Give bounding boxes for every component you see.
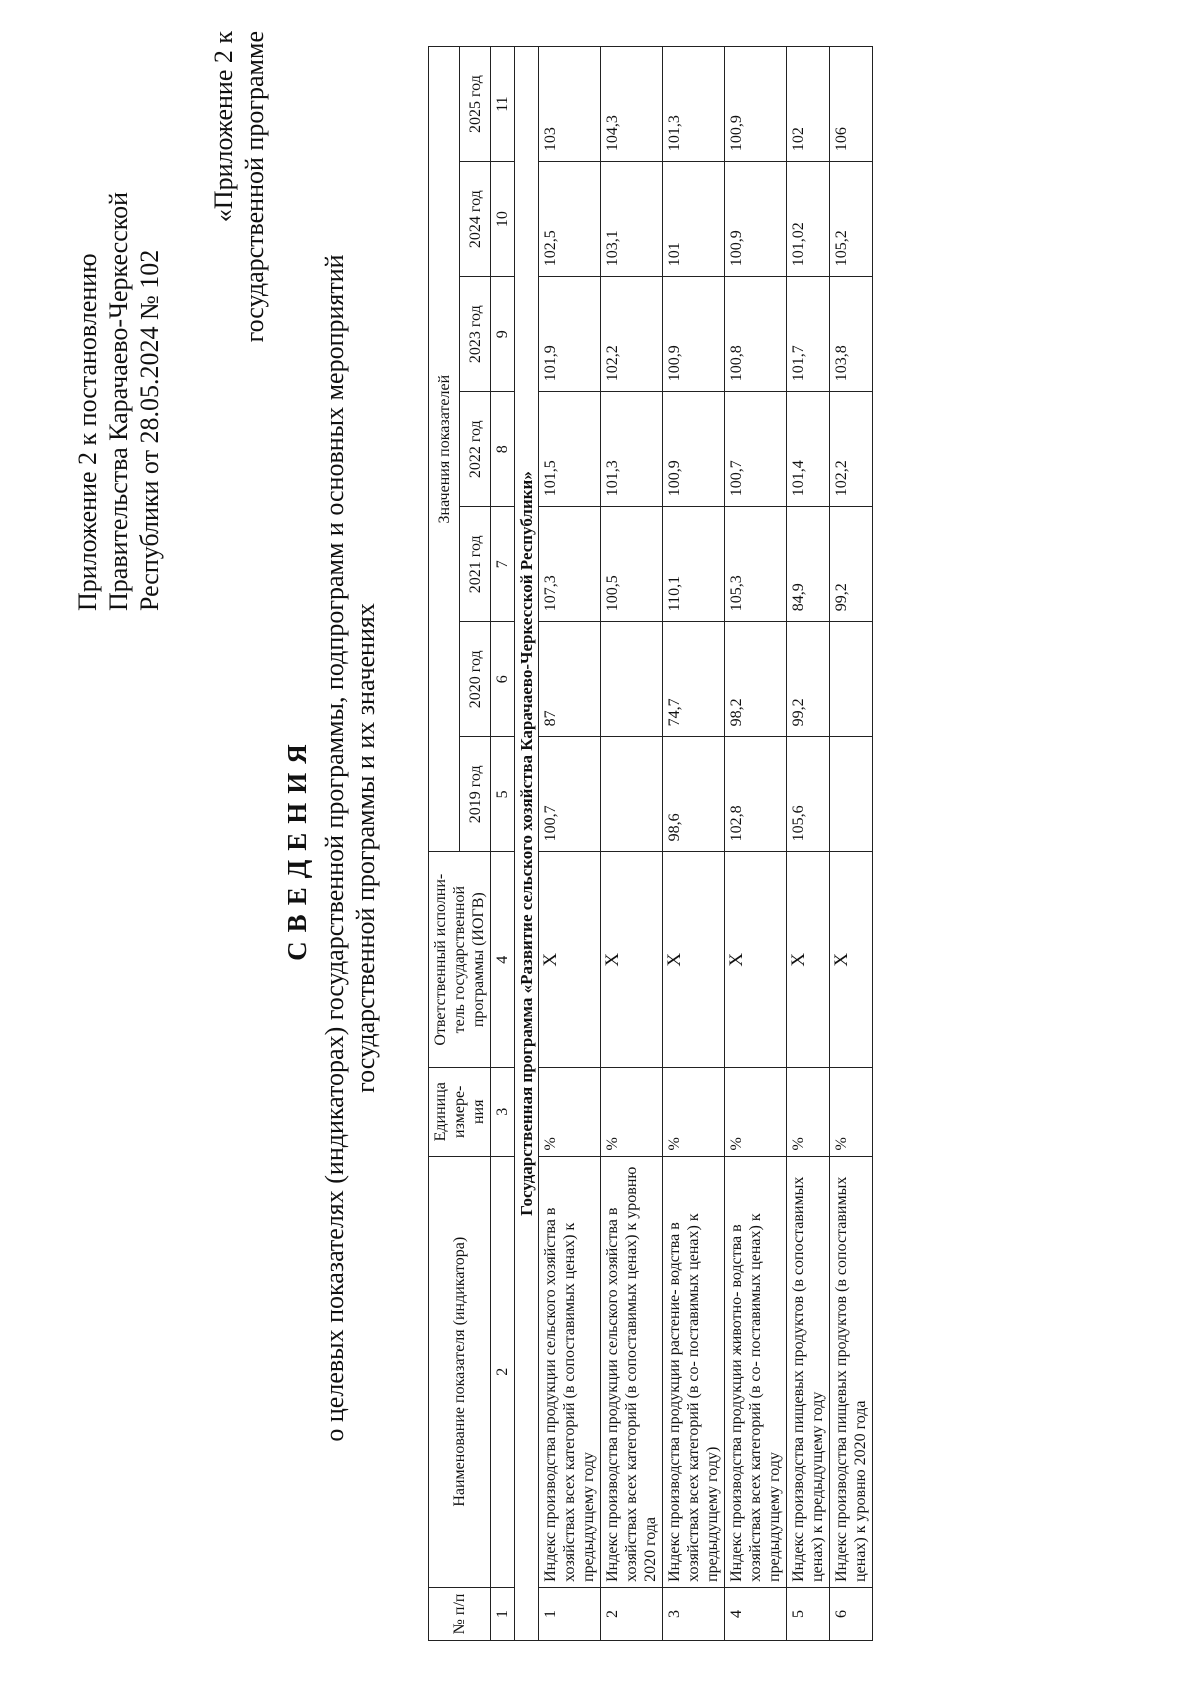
row-number: 4 — [725, 1587, 787, 1640]
indicator-value: 104,3 — [601, 47, 663, 162]
unit-of-measure: % — [787, 1068, 830, 1156]
indicators-table — [428, 46, 873, 1641]
indicator-value: 102,2 — [830, 392, 873, 507]
indicator-value: 102,8 — [725, 737, 787, 852]
indicator-value: 101,3 — [663, 47, 725, 162]
indicator-value: 100,7 — [539, 737, 601, 852]
table-row — [787, 47, 830, 1641]
unit-of-measure: % — [539, 1068, 601, 1156]
indicator-value: 100,8 — [725, 277, 787, 392]
indicator-value: 101 — [663, 162, 725, 277]
table-row — [830, 47, 873, 1641]
column-index: 6 — [491, 622, 515, 737]
responsible-executor: X — [601, 852, 663, 1068]
indicator-name: Индекс производства продукции животно- водства в хозяйствах всех категорий (в со- поставимых ценах) к предыдущему году — [725, 1156, 787, 1587]
indicator-value: 101,7 — [787, 277, 830, 392]
indicator-value: 101,5 — [539, 392, 601, 507]
indicator-value: 101,4 — [787, 392, 830, 507]
responsible-executor: X — [663, 852, 725, 1068]
indicator-value: 99,2 — [830, 507, 873, 622]
column-index: 1 — [491, 1587, 515, 1640]
indicator-value: 103 — [539, 47, 601, 162]
indicator-value: 100,7 — [725, 392, 787, 507]
indicator-value: 99,2 — [787, 622, 830, 737]
indicator-name: Индекс производства продукции сельского хозяйства в хозяйствах всех категорий (в сопоставимых ценах) к предыдущему году — [539, 1156, 601, 1587]
header-year: 2022 год — [460, 392, 491, 507]
header-unit: Единица измере- ния — [429, 1068, 491, 1156]
indicator-value: 107,3 — [539, 507, 601, 622]
indicator-value: 102 — [787, 47, 830, 162]
indicator-name: Индекс производства пищевых продуктов (в сопоставимых ценах) к уровню 2020 года — [830, 1156, 873, 1587]
indicator-value: 101,3 — [601, 392, 663, 507]
table-row — [725, 47, 787, 1641]
row-number: 3 — [663, 1587, 725, 1640]
indicator-name: Индекс производства продукции растение- водства в хозяйствах всех категорий (в со- поставимых ценах) к предыдущему году) — [663, 1156, 725, 1587]
column-index: 4 — [491, 852, 515, 1068]
title-heading: СВЕДЕНИЯ — [282, 735, 312, 961]
indicator-value: 102,2 — [601, 277, 663, 392]
indicator-value — [601, 622, 663, 737]
prior-appendix-line: государственной программе — [240, 31, 269, 343]
indicator-value: 84,9 — [787, 507, 830, 622]
column-index: 7 — [491, 507, 515, 622]
prior-appendix-reference — [208, 31, 270, 391]
indicator-value: 100,9 — [725, 162, 787, 277]
indicator-value: 74,7 — [663, 622, 725, 737]
indicator-value: 106 — [830, 47, 873, 162]
indicator-value: 100,9 — [725, 47, 787, 162]
column-index: 2 — [491, 1156, 515, 1587]
resolution-reference — [72, 51, 165, 611]
unit-of-measure: % — [830, 1068, 873, 1156]
responsible-executor: X — [787, 852, 830, 1068]
header-year: 2023 год — [460, 277, 491, 392]
header-year: 2020 год — [460, 622, 491, 737]
indicator-value: 100,9 — [663, 277, 725, 392]
section-row — [515, 47, 539, 1641]
column-index: 5 — [491, 737, 515, 852]
indicator-value: 103,8 — [830, 277, 873, 392]
resolution-line: Приложение 2 к постановлению — [73, 253, 102, 611]
indicator-value: 100,5 — [601, 507, 663, 622]
row-number: 1 — [539, 1587, 601, 1640]
header-year: 2024 год — [460, 162, 491, 277]
indicator-value: 110,1 — [663, 507, 725, 622]
column-index-row — [491, 47, 515, 1641]
title-subtitle: государственной программы и их значениях — [351, 603, 380, 1093]
column-index: 9 — [491, 277, 515, 392]
indicator-name: Индекс производства пищевых продуктов (в сопоставимых ценах) к предыдущему году — [787, 1156, 830, 1587]
title-subtitle: о целевых показателях (индикаторах) государственной программы, подпрограмм и основных мероприятий — [320, 254, 349, 1442]
indicator-value: 98,2 — [725, 622, 787, 737]
resolution-line: Правительства Карачаево-Черкесской — [104, 192, 133, 611]
indicator-value — [830, 622, 873, 737]
indicator-value: 105,3 — [725, 507, 787, 622]
table-row — [663, 47, 725, 1641]
indicator-value: 102,5 — [539, 162, 601, 277]
indicator-name: Индекс производства продукции сельского хозяйства в хозяйствах всех категорий (в сопоставимых ценах) к уровню 2020 года — [601, 1156, 663, 1587]
indicator-value — [601, 737, 663, 852]
header-values-group: Значения показателей — [429, 47, 460, 852]
table-row — [601, 47, 663, 1641]
indicator-value: 103,1 — [601, 162, 663, 277]
unit-of-measure: % — [663, 1068, 725, 1156]
row-number: 6 — [830, 1587, 873, 1640]
document-title — [282, 80, 381, 1616]
column-index: 8 — [491, 392, 515, 507]
header-name: Наименование показателя (индикатора) — [429, 1156, 491, 1587]
unit-of-measure: % — [725, 1068, 787, 1156]
table-row — [539, 47, 601, 1641]
column-index: 10 — [491, 162, 515, 277]
responsible-executor: X — [830, 852, 873, 1068]
header-year: 2021 год — [460, 507, 491, 622]
header-year: 2019 год — [460, 737, 491, 852]
header-row — [429, 47, 460, 1641]
column-index: 3 — [491, 1068, 515, 1156]
indicator-value: 100,9 — [663, 392, 725, 507]
row-number: 2 — [601, 1587, 663, 1640]
responsible-executor: X — [539, 852, 601, 1068]
indicator-value: 101,02 — [787, 162, 830, 277]
resolution-line: Республики от 28.05.2024 № 102 — [135, 249, 164, 611]
indicator-value — [830, 737, 873, 852]
header-executor: Ответственный исполни- тель государственной программы (ИОГВ) — [429, 852, 491, 1068]
unit-of-measure: % — [601, 1068, 663, 1156]
prior-appendix-line: «Приложение 2 к — [209, 31, 238, 223]
indicator-value: 101,9 — [539, 277, 601, 392]
indicator-value: 87 — [539, 622, 601, 737]
column-index: 11 — [491, 47, 515, 162]
header-year: 2025 год — [460, 47, 491, 162]
indicator-value: 105,6 — [787, 737, 830, 852]
header-num: № п/п — [429, 1587, 491, 1640]
indicator-value: 105,2 — [830, 162, 873, 277]
indicator-value: 98,6 — [663, 737, 725, 852]
row-number: 5 — [787, 1587, 830, 1640]
responsible-executor: X — [725, 852, 787, 1068]
section-title: Государственная программа «Развитие сельского хозяйства Карачаево-Черкесской Республики» — [515, 47, 539, 1641]
